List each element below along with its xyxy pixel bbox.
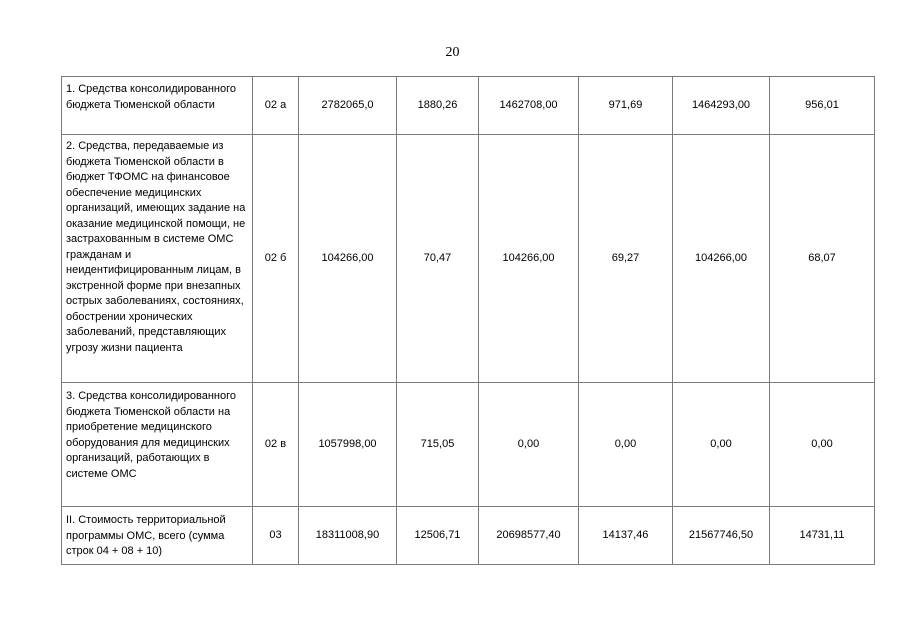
cell-value: 69,27 (579, 135, 673, 383)
row-code: 02 а (253, 77, 299, 135)
cell-value: 956,01 (770, 77, 875, 135)
cell-value: 1464293,00 (673, 77, 770, 135)
row-code: 02 в (253, 383, 299, 507)
row-code: 03 (253, 507, 299, 565)
cell-value: 2782065,0 (299, 77, 397, 135)
cell-value: 1057998,00 (299, 383, 397, 507)
cell-value: 12506,71 (397, 507, 479, 565)
cell-value: 971,69 (579, 77, 673, 135)
row-description: 3. Средства консолидированного бюджета Тюменской области на приобретение медицинского оборудования для медицинских организаций, работающих в системе ОМС (62, 383, 253, 507)
table-row (62, 507, 875, 565)
cell-value: 14137,46 (579, 507, 673, 565)
cell-value: 21567746,50 (673, 507, 770, 565)
cell-value: 1880,26 (397, 77, 479, 135)
budget-table (61, 76, 875, 565)
table-row (62, 383, 875, 507)
cell-value: 0,00 (479, 383, 579, 507)
row-code: 02 б (253, 135, 299, 383)
row-description: 1. Средства консолидированного бюджета Тюменской области (62, 77, 253, 135)
cell-value: 70,47 (397, 135, 479, 383)
cell-value: 104266,00 (673, 135, 770, 383)
cell-value: 18311008,90 (299, 507, 397, 565)
cell-value: 68,07 (770, 135, 875, 383)
row-description: 2. Средства, передаваемые из бюджета Тюменской области в бюджет ТФОМС на финансовое обеспечение медицинских организаций, имеющих задание на оказание медицинской помощи, не застрахованным в системе ОМС гражданам и неидентифицированным лицам, в экстренной форме при внезапных острых заболеваниях, состояниях, обострении хронических заболеваний, представляющих угрозу жизни пациента (62, 135, 253, 383)
cell-value: 0,00 (579, 383, 673, 507)
cell-value: 0,00 (770, 383, 875, 507)
cell-value: 14731,11 (770, 507, 875, 565)
cell-value: 0,00 (673, 383, 770, 507)
row-description: II. Стоимость территориальной программы ОМС, всего (сумма строк 04 + 08 + 10) (62, 507, 253, 565)
cell-value: 1462708,00 (479, 77, 579, 135)
cell-value: 715,05 (397, 383, 479, 507)
table-row (62, 135, 875, 383)
cell-value: 20698577,40 (479, 507, 579, 565)
table-row (62, 77, 875, 135)
page-number: 20 (445, 45, 460, 60)
cell-value: 104266,00 (479, 135, 579, 383)
cell-value: 104266,00 (299, 135, 397, 383)
